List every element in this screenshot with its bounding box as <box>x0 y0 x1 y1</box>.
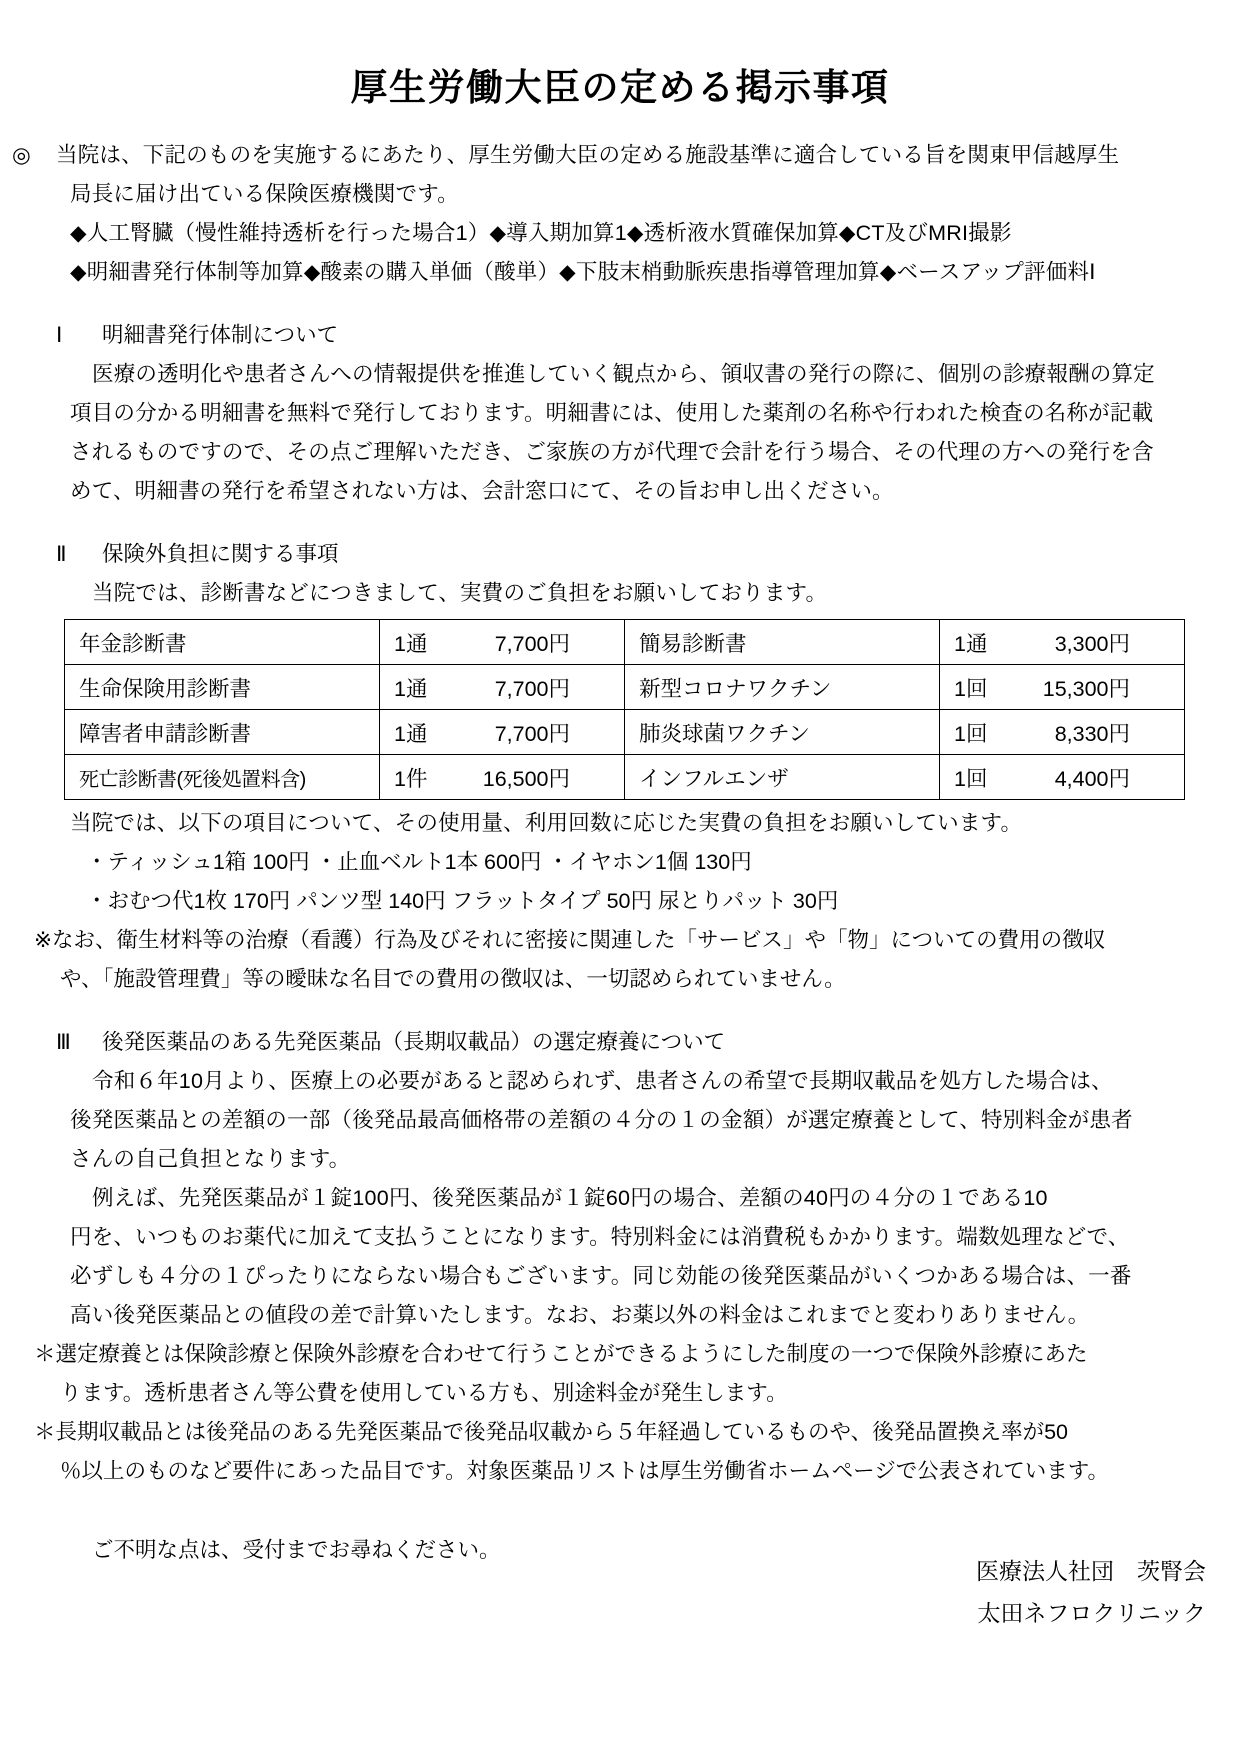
double-circle-marker-icon: ◎ <box>12 143 31 168</box>
footer-org-line-2: 太田ネフロクリニック <box>977 1600 1206 1626</box>
section-1-line-1: 医療の透明化や患者さんへの情報提供を推進していく観点から、領収書の発行の際に、個別の診療報酬の算定 <box>92 362 1155 387</box>
section-2-note-line-2: や、「施設管理費」等の曖昧な名目での費用の徴収は、一切認められていません。 <box>60 967 846 992</box>
fee-unit: 1件 <box>394 766 428 791</box>
fee-item-price <box>380 710 625 755</box>
section-1-line-2: 項目の分かる明細書を無料で発行しております。明細書には、使用した薬剤の名称や行われた検査の名称が記載 <box>70 401 1154 426</box>
fee-unit: 1通 <box>394 631 428 656</box>
section-3-p2-line-3: 必ずしも４分の１ぴったりにならない場合もございます。同じ効能の後発医薬品がいくつかある場合は、一番 <box>70 1264 1132 1289</box>
fee-unit: 1回 <box>954 721 988 746</box>
fee-item-name: 死亡診断書(死後処置料含) <box>65 755 380 800</box>
section-2-numeral: Ⅱ <box>56 542 67 567</box>
fee-amount: 7,700円 <box>494 676 570 701</box>
section-3-p1-line-2: 後発医薬品との差額の一部（後発品最高価格帯の差額の４分の１の金額）が選定療養として、特別料金が患者 <box>70 1108 1133 1133</box>
section-1-heading <box>34 316 1206 355</box>
fee-item-price <box>940 665 1185 710</box>
section-3-p1-line-3: さんの自己負担となります。 <box>70 1147 351 1172</box>
fee-amount: 7,700円 <box>494 721 570 746</box>
section-3-p2-line-1: 例えば、先発医薬品が１錠100円、後発医薬品が１錠60円の場合、差額の40円の４分の１である10 <box>92 1186 1048 1211</box>
section-3 <box>34 1023 1206 1491</box>
section-2-lead: 当院では、診断書などにつきまして、実費のご負担をお願いしております。 <box>92 581 828 606</box>
fee-item-name: 簡易診断書 <box>625 620 940 665</box>
fee-amount: 8,330円 <box>1054 721 1130 746</box>
section-3-p2-line-4: 高い後発医薬品との値段の差で計算いたします。なお、お薬以外の料金はこれまでと変わりありません。 <box>70 1303 1090 1328</box>
table-row <box>65 620 1185 665</box>
section-1 <box>34 316 1206 511</box>
section-3-note-2-line-1: ＊長期収載品とは後発品のある先発医薬品で後発品収載から５年経過しているものや、後発品置換え率が50 <box>34 1420 1068 1445</box>
section-3-note-1-line-1: ＊選定療養とは保険診療と保険外診療を合わせて行うことができるようにした制度の一つで保険外診療にあた <box>34 1342 1088 1367</box>
intro-line-2: 局長に届け出ている保険医療機関です。 <box>70 182 459 207</box>
fee-item-name: 新型コロナワクチン <box>625 665 940 710</box>
fee-unit: 1通 <box>394 721 428 746</box>
section-1-heading-text: 明細書発行体制について <box>102 323 339 348</box>
fee-amount: 15,300円 <box>1042 676 1130 701</box>
fee-item-price <box>380 755 625 800</box>
section-3-note-2-line-2: ％以上のものなど要件にあった品目です。対象医薬品リストは厚生労働省ホームページで公表されています。 <box>60 1459 1109 1484</box>
consumables-lead: 当院では、以下の項目について、その使用量、利用回数に応じた実費の負担をお願いしています。 <box>70 811 1023 836</box>
table-row <box>65 710 1185 755</box>
intro-block <box>12 136 1206 292</box>
fee-item-price <box>380 665 625 710</box>
fee-item-name: インフルエンザ <box>625 755 940 800</box>
section-3-heading <box>34 1023 1206 1062</box>
fee-item-name: 生命保険用診断書 <box>65 665 380 710</box>
section-2-heading <box>34 535 1206 574</box>
page-title: 厚生労働大臣の定める掲示事項 <box>350 67 890 108</box>
section-3-heading-text: 後発医薬品のある先発医薬品（長期収載品）の選定療養について <box>102 1030 726 1055</box>
fee-amount: 7,700円 <box>494 631 570 656</box>
section-3-numeral: Ⅲ <box>56 1030 71 1055</box>
closing-note: ご不明な点は、受付までお尋ねください。 <box>92 1538 501 1563</box>
fee-unit: 1通 <box>954 631 988 656</box>
fee-amount: 3,300円 <box>1054 631 1130 656</box>
consumables-line-1: ・ティッシュ1箱 100円 ・止血ベルト1本 600円 ・イヤホン1個 130円 <box>86 850 752 875</box>
section-1-numeral: Ⅰ <box>56 323 63 348</box>
intro-facility-items-line-1: ◆人工腎臓（慢性維持透析を行った場合1）◆導入期加算1◆透析液水質確保加算◆CT及びMRI撮影 <box>70 221 1012 246</box>
fee-item-name: 肺炎球菌ワクチン <box>625 710 940 755</box>
fee-table <box>64 619 1185 800</box>
footer-organization <box>976 1550 1206 1634</box>
footer-org-line-1: 医療法人社団 茨腎会 <box>976 1558 1206 1584</box>
section-3-note-1-line-2: ります。透析患者さん等公費を使用している方も、別途料金が発生します。 <box>60 1381 788 1406</box>
consumables-block <box>34 804 1206 921</box>
section-3-p2-line-2: 円を、いつものお薬代に加えて支払うことになります。特別料金には消費税もかかります。端数処理などで、 <box>70 1225 1130 1250</box>
consumables-line-2: ・おむつ代1枚 170円 パンツ型 140円 フラットタイプ 50円 尿とりパット 30円 <box>86 889 839 914</box>
section-2-heading-text: 保険外負担に関する事項 <box>102 542 339 567</box>
table-row <box>65 665 1185 710</box>
fee-unit: 1回 <box>954 676 988 701</box>
section-2-note <box>34 921 1206 999</box>
section-3-p1-line-1: 令和６年10月より、医療上の必要があると認められず、患者さんの希望で長期収載品を処方した場合は、 <box>92 1069 1113 1094</box>
fee-item-name: 障害者申請診断書 <box>65 710 380 755</box>
fee-item-price <box>940 710 1185 755</box>
intro-line-1-text: 当院は、下記のものを実施するにあたり、厚生労働大臣の定める施設基準に適合している旨を関東甲信越厚生 <box>56 143 1120 168</box>
fee-amount: 4,400円 <box>1054 766 1130 791</box>
fee-item-name: 年金診断書 <box>65 620 380 665</box>
fee-table-body <box>65 620 1185 800</box>
section-2-note-line-1: ※なお、衛生材料等の治療（看護）行為及びそれに密接に関連した「サービス」や「物」についての費用の徴収 <box>34 928 1106 953</box>
fee-amount: 16,500円 <box>482 766 570 791</box>
fee-item-price <box>940 620 1185 665</box>
fee-unit: 1通 <box>394 676 428 701</box>
fee-unit: 1回 <box>954 766 988 791</box>
intro-facility-items-line-2: ◆明細書発行体制等加算◆酸素の購入単価（酸単）◆下肢末梢動脈疾患指導管理加算◆ベースアップ評価料Ⅰ <box>70 260 1096 285</box>
section-1-line-3: されるものですので、その点ご理解いただき、ご家族の方が代理で会計を行う場合、その代理の方への発行を含 <box>70 440 1154 465</box>
section-1-line-4: めて、明細書の発行を希望されない方は、会計窓口にて、その旨お申し出ください。 <box>70 479 894 504</box>
section-2 <box>34 535 1206 999</box>
intro-line-1 <box>12 136 1206 175</box>
table-row <box>65 755 1185 800</box>
fee-item-price <box>380 620 625 665</box>
fee-item-price <box>940 755 1185 800</box>
